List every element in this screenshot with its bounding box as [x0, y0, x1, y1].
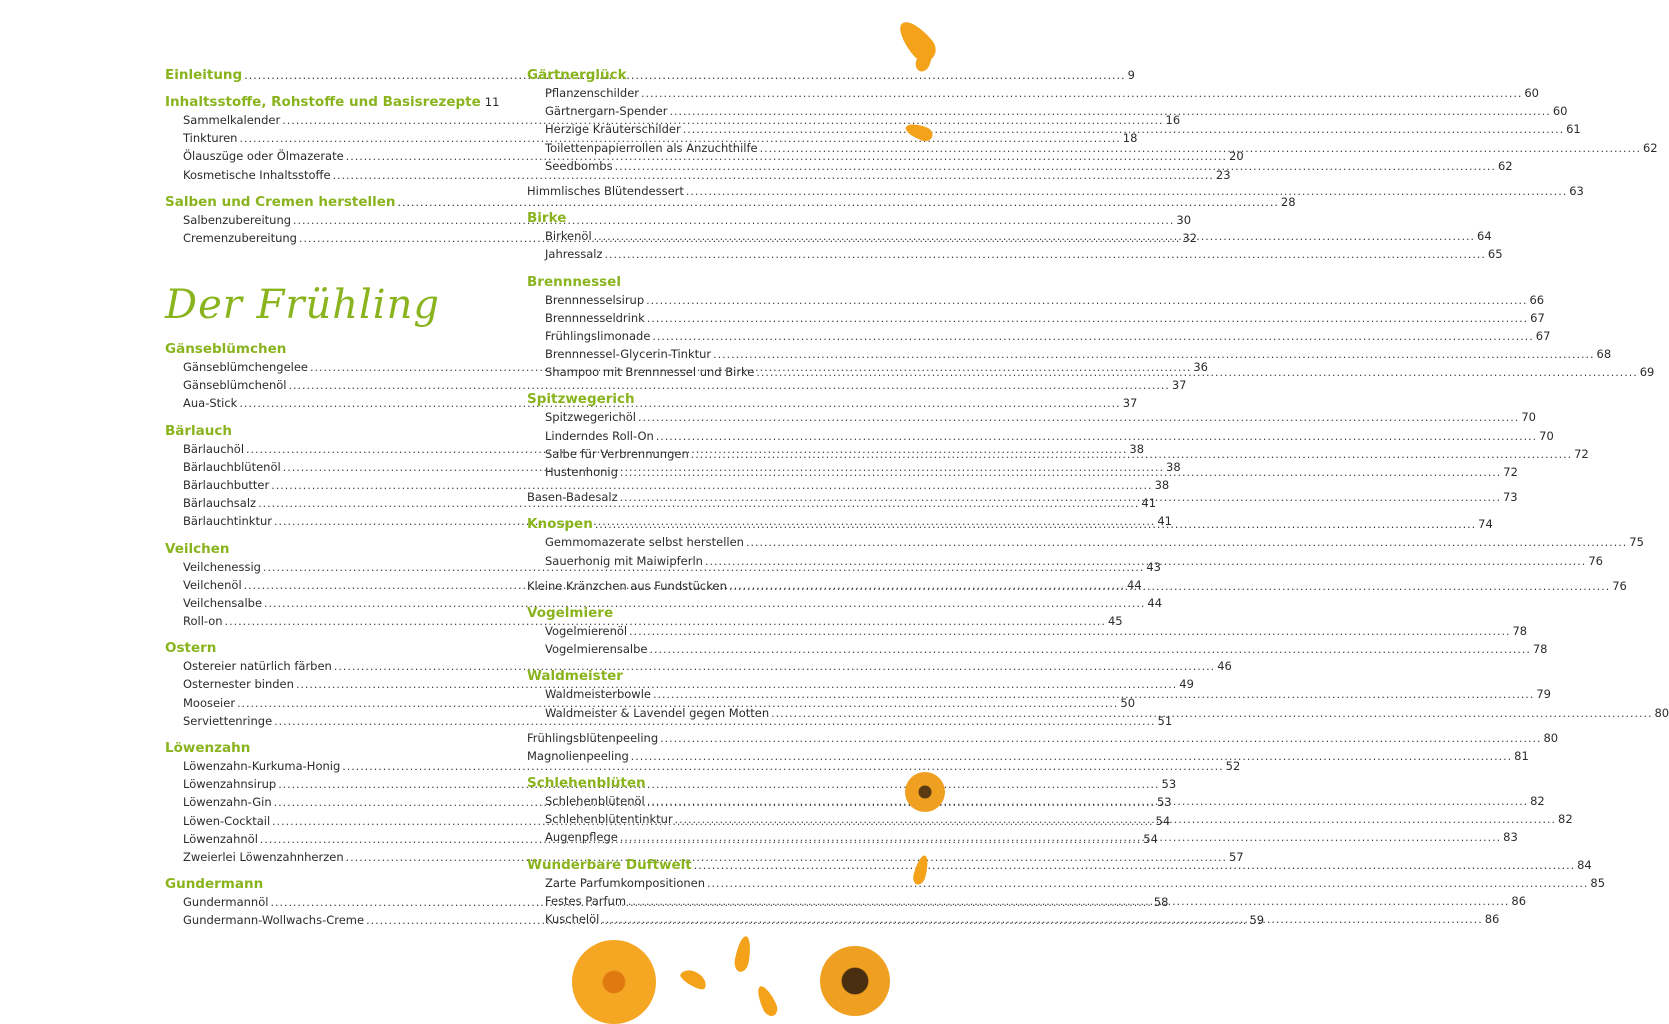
toc-page-number: 32: [1182, 230, 1197, 245]
toc-entry-title: Bärlauchsalz: [183, 496, 257, 511]
toc-heading: [165, 875, 495, 893]
dot-leader: [638, 408, 1519, 427]
toc-page-number: 38: [1166, 459, 1181, 474]
dot-leader: [675, 810, 1556, 829]
toc-entry-title: Gänseblümchengelee: [183, 360, 308, 374]
toc-page-number: 70: [1539, 428, 1554, 443]
toc-page-number: 74: [1478, 517, 1493, 532]
toc-entry-title: Osternester binden: [183, 677, 294, 692]
toc-page-number: 53: [1156, 795, 1172, 810]
toc-page-number: 80: [1543, 730, 1559, 745]
toc-page-number: 28: [1280, 194, 1296, 209]
toc-entry-title: Waldmeister & Lavendel gegen Motten: [545, 705, 770, 720]
toc-page-number: 44: [1127, 577, 1142, 592]
toc-page-number: 67: [1530, 310, 1545, 325]
toc-page-number: 63: [1569, 183, 1584, 198]
toc-page-number: 20: [1229, 149, 1244, 164]
toc-entry: [527, 182, 1584, 200]
toc-page-number: 36: [1193, 360, 1208, 374]
toc-entry-title: Einleitung: [165, 67, 243, 83]
toc-entry-title: Jahressalz: [545, 247, 603, 262]
toc-heading: [527, 273, 857, 291]
toc-page-number: 84: [1577, 857, 1592, 872]
toc-entry-title: Waldmeisterbowle: [545, 687, 651, 702]
flower-icon: [905, 772, 945, 812]
toc-heading: [527, 390, 857, 408]
toc-entry-title: Basen-Badesalz: [527, 490, 618, 505]
toc-page-number: 37: [1171, 378, 1187, 393]
toc-entry-title: Vogelmiere: [527, 604, 614, 621]
toc-heading: [165, 540, 495, 558]
toc-page-number: 62: [1497, 158, 1513, 173]
toc-page-number: 85: [1590, 875, 1606, 890]
toc-entry: [165, 657, 1232, 675]
toc-entry-title: Herzige Kräuterschilder: [545, 122, 681, 137]
toc-entry: [527, 291, 1545, 309]
toc-page-number: 37: [1122, 396, 1138, 411]
toc-page-number: 86: [1511, 893, 1527, 908]
toc-entry-title: Ostereier natürlich färben: [183, 659, 332, 674]
toc-entry: [527, 729, 1559, 747]
toc-entry-title: Bärlauchblütenöl: [183, 459, 281, 474]
petal-icon: [754, 984, 780, 1019]
toc-entry-title: Veilchen: [165, 540, 230, 557]
dot-leader: [620, 463, 1501, 482]
toc-entry: [527, 874, 1606, 892]
toc-entry-title: Cremenzubereitung: [183, 230, 297, 245]
dot-leader: [756, 363, 1637, 382]
toc-entry-title: Birke: [527, 210, 567, 227]
toc-heading: [165, 422, 495, 440]
toc-entry-title: Bärlauchöl: [183, 441, 245, 456]
dot-leader: [647, 309, 1528, 328]
toc-entry-title: Kuschelöl: [545, 912, 600, 926]
toc-entry-title: Birkenöl: [545, 229, 592, 244]
toc-page-number: 64: [1477, 229, 1492, 244]
flower-icon: [572, 940, 656, 1024]
toc-entry: [527, 408, 1536, 426]
toc-heading: [165, 340, 495, 358]
dot-leader: [652, 327, 1533, 346]
toc-entry-title: Schlehenblütentinktur: [545, 812, 673, 827]
toc-entry-title: Seedbombs: [545, 158, 613, 173]
dot-leader: [729, 577, 1610, 596]
toc-entry-title: Roll-on: [183, 614, 223, 629]
toc-entry-title: Frühlingslimonade: [545, 328, 651, 343]
section-title-spring: Der Frühling: [165, 282, 440, 328]
dot-leader: [628, 892, 1509, 911]
toc-page-number: 68: [1596, 347, 1612, 362]
toc-entry-title: Brennnesseldrink: [545, 310, 645, 325]
toc-entry-title: Vogelmierensalbe: [545, 642, 648, 657]
toc-page-number: 30: [1176, 212, 1192, 227]
toc-entry-title: Frühlingsblütenpeeling: [527, 730, 659, 745]
dot-leader: [595, 515, 1476, 534]
toc-page-number: 80: [1654, 705, 1669, 720]
toc-page-number: 38: [1129, 441, 1145, 456]
toc-page-number: 73: [1502, 490, 1518, 505]
toc-page-number: 60: [1552, 104, 1568, 119]
toc-entry-title: Zarte Parfumkompositionen: [545, 875, 706, 890]
toc-page-number: 60: [1524, 86, 1539, 100]
toc-entry-title: Veilchenöl: [183, 577, 242, 592]
dot-leader: [691, 445, 1572, 464]
toc-entry-title: Ostern: [165, 640, 217, 657]
toc-entry-title: Bärlauchtinktur: [183, 514, 272, 529]
toc-entry-title: Schlehenblüten: [527, 775, 646, 792]
dot-leader: [641, 84, 1522, 103]
toc-page-number: 75: [1629, 535, 1644, 550]
dot-leader: [601, 910, 1482, 929]
toc-page-number: 41: [1157, 514, 1172, 529]
toc-entry: [527, 427, 1554, 445]
dot-leader: [760, 139, 1641, 158]
toc-entry: [527, 309, 1545, 327]
toc-page-number: 18: [1122, 131, 1138, 146]
toc-entry-title: Gundermann: [165, 876, 264, 893]
petal-icon: [678, 966, 709, 992]
toc-entry-title: Tinkturen: [183, 131, 238, 146]
toc-page-number: 44: [1147, 595, 1163, 610]
toc-entry-title: Festes Parfum: [545, 893, 627, 908]
toc-page-number: 16: [1165, 113, 1181, 127]
toc-entry-title: Ölauszüge oder Ölmazerate: [183, 149, 344, 164]
toc-entry-title: Toilettenpapierrollen als Anzuchthilfe: [545, 140, 758, 155]
toc-entry-title: Gärtnergarn-Spender: [545, 104, 668, 119]
toc-entry-title: Brennnessel-Glycerin-Tinktur: [545, 347, 712, 362]
toc-heading: [165, 93, 500, 111]
toc-entry-title: Sammelkalender: [183, 113, 281, 127]
toc-page-number: 66: [1529, 292, 1545, 307]
toc-entry-title: Salbe für Verbrennungen: [545, 446, 689, 461]
toc-entry: [165, 376, 1187, 394]
toc-entry: [527, 327, 1551, 345]
toc-entry-title: Zweierlei Löwenzahnherzen: [183, 849, 344, 864]
toc-entry-title: Knospen: [527, 516, 593, 533]
toc-entry: [527, 747, 1529, 765]
toc-heading: [165, 639, 495, 657]
toc-entry-title: Löwenzahn-Kurkuma-Honig: [183, 759, 341, 773]
toc-entry-title: Veilchensalbe: [183, 595, 263, 610]
toc-page-number: 58: [1153, 895, 1169, 910]
toc-heading: [165, 193, 1296, 211]
dot-leader: [746, 533, 1627, 552]
toc-page-number: 70: [1521, 410, 1536, 425]
toc-entry-title: Gemmomazerate selbst herstellen: [545, 535, 744, 550]
toc-page-number: 62: [1642, 140, 1658, 155]
toc-page-number: 54: [1143, 831, 1158, 846]
toc-page-number: 81: [1514, 748, 1529, 763]
toc-page-number: 65: [1487, 247, 1503, 262]
toc-entry: [527, 622, 1528, 640]
toc-entry-title: Kosmetische Inhaltsstoffe: [183, 167, 331, 182]
dot-leader: [647, 792, 1528, 811]
toc-entry-title: Schlehenblütenöl: [545, 794, 645, 809]
dot-leader: [713, 345, 1594, 364]
dot-leader: [669, 102, 1550, 121]
toc-page-number: 51: [1157, 713, 1173, 728]
toc-page-number: 53: [1161, 777, 1177, 792]
toc-entry-title: Löwenzahn-Gin: [183, 795, 272, 810]
toc-page-number: 54: [1155, 813, 1171, 828]
toc-entry: [527, 245, 1503, 263]
toc-entry-title: Veilchenessig: [183, 559, 261, 574]
dot-leader: [771, 704, 1652, 723]
toc-entry: [527, 533, 1644, 551]
toc-entry-title: Gänseblümchenöl: [183, 378, 287, 393]
toc-page-number: 83: [1503, 830, 1518, 845]
toc-entry-title: Mooseier: [183, 695, 236, 710]
dot-leader: [646, 291, 1527, 310]
toc-page-number: 76: [1588, 553, 1603, 568]
toc-page-number: 67: [1535, 328, 1551, 343]
toc-page-number: 45: [1107, 614, 1123, 629]
toc-page-number: 59: [1249, 913, 1265, 928]
toc-entry-title: Löwenzahn: [165, 740, 251, 756]
toc-heading: [527, 604, 857, 622]
toc-entry-title: Wunderbare Duftwelt: [527, 856, 692, 873]
toc-heading: [527, 209, 857, 227]
toc-page-number: 72: [1574, 446, 1589, 461]
toc-entry-title: Hustenhonig: [545, 465, 618, 479]
toc-entry-title: Aua-Stick: [183, 396, 238, 411]
toc-entry-title: Brennnesselsirup: [545, 292, 645, 307]
toc-entry-title: Bärlauch: [165, 422, 233, 439]
toc-entry-title: Inhaltsstoffe, Rohstoffe und Basisrezepte: [165, 94, 481, 110]
dot-leader: [615, 157, 1496, 176]
toc-entry-title: Löwen-Cocktail: [183, 813, 271, 828]
toc-entry: [165, 166, 1231, 184]
dot-leader: [650, 640, 1531, 659]
toc-entry-title: Kleine Kränzchen aus Fundstücken: [527, 578, 727, 593]
toc-page-number: 23: [1215, 167, 1231, 182]
toc-page-number: 82: [1558, 812, 1573, 827]
toc-page-number: 61: [1566, 122, 1581, 137]
toc-page-number: 76: [1612, 578, 1627, 593]
toc-page-number: 11: [484, 95, 500, 109]
toc-page-number: 57: [1228, 849, 1244, 864]
toc-heading: [527, 774, 857, 792]
toc-entry: [165, 476, 1170, 494]
dot-leader: [660, 729, 1541, 748]
toc-entry-title: Sauerhonig mit Maiwipferln: [545, 553, 703, 568]
toc-page-number: 46: [1217, 659, 1232, 674]
toc-page-number: 82: [1530, 794, 1545, 809]
toc-entry-title: Salbenzubereitung: [183, 212, 292, 227]
dot-leader: [694, 856, 1575, 875]
toc-page-number: 49: [1179, 677, 1194, 692]
toc-entry-title: Linderndes Roll-On: [545, 428, 654, 443]
toc-entry-title: Magnolienpeeling: [527, 748, 629, 763]
toc-entry-title: Gundermannöl: [183, 895, 269, 910]
toc-page-number: 78: [1532, 642, 1548, 657]
toc-entry: [165, 757, 1241, 775]
dot-leader: [653, 685, 1534, 704]
toc-heading: [527, 66, 857, 84]
toc-page-number: 79: [1536, 687, 1551, 702]
toc-heading: [165, 739, 495, 757]
dot-leader: [683, 120, 1564, 139]
toc-entry-title: Shampoo mit Brennnessel und Birke: [545, 365, 755, 380]
dot-leader: [705, 552, 1586, 571]
toc-entry-title: Waldmeister: [527, 668, 623, 685]
toc-entry-title: Spitzwegerich: [527, 391, 635, 408]
toc-entry: [527, 84, 1539, 102]
toc-entry-title: Serviettenringe: [183, 713, 273, 728]
toc-page-number: 52: [1225, 759, 1241, 773]
toc-entry: [527, 640, 1548, 658]
toc-entry-title: Löwenzahnsirup: [183, 777, 277, 792]
toc-entry-title: Gärtnerglück: [527, 67, 627, 83]
toc-page-number: 41: [1141, 496, 1157, 511]
toc-heading: [527, 667, 857, 685]
toc-page-number: 72: [1503, 465, 1518, 479]
toc-entry-title: Gänseblümchen: [165, 341, 287, 357]
toc-entry: [527, 345, 1612, 363]
flower-icon: [820, 946, 890, 1016]
dot-leader: [620, 828, 1501, 847]
toc-entry-title: Bärlauchbutter: [183, 477, 270, 492]
toc-entry-title: Gundermann-Wollwachs-Creme: [183, 913, 365, 928]
toc-entry-title: Vogelmierenöl: [545, 623, 628, 638]
toc-entry-title: Pflanzenschilder: [545, 86, 640, 100]
dot-leader: [656, 427, 1537, 446]
toc-page-number: 78: [1512, 623, 1528, 638]
dot-leader: [629, 622, 1510, 641]
toc-entry: [165, 594, 1163, 612]
toc-entry-title: Augenpflege: [545, 830, 618, 845]
dot-leader: [594, 227, 1475, 246]
toc-entry-title: Brennnessel: [527, 273, 621, 290]
toc-entry-title: Spitzwegerichöl: [545, 410, 636, 425]
toc-entry-title: Löwenzahnöl: [183, 831, 258, 846]
toc-page-number: 50: [1120, 695, 1136, 710]
toc-page-number: 69: [1639, 365, 1655, 380]
toc-page-number: 86: [1484, 912, 1500, 926]
dot-leader: [707, 874, 1588, 893]
dot-leader: [631, 747, 1512, 766]
petal-icon: [733, 935, 753, 973]
toc-page-number: 38: [1154, 477, 1170, 492]
toc-page-number: 43: [1146, 559, 1161, 574]
toc-page-number: 9: [1127, 68, 1135, 82]
dot-leader: [686, 182, 1567, 201]
toc-entry-title: Himmlisches Blütendessert: [527, 183, 684, 198]
dot-leader: [605, 245, 1486, 264]
toc-entry-title: Salben und Cremen herstellen: [165, 193, 396, 210]
dot-leader: [620, 488, 1501, 507]
